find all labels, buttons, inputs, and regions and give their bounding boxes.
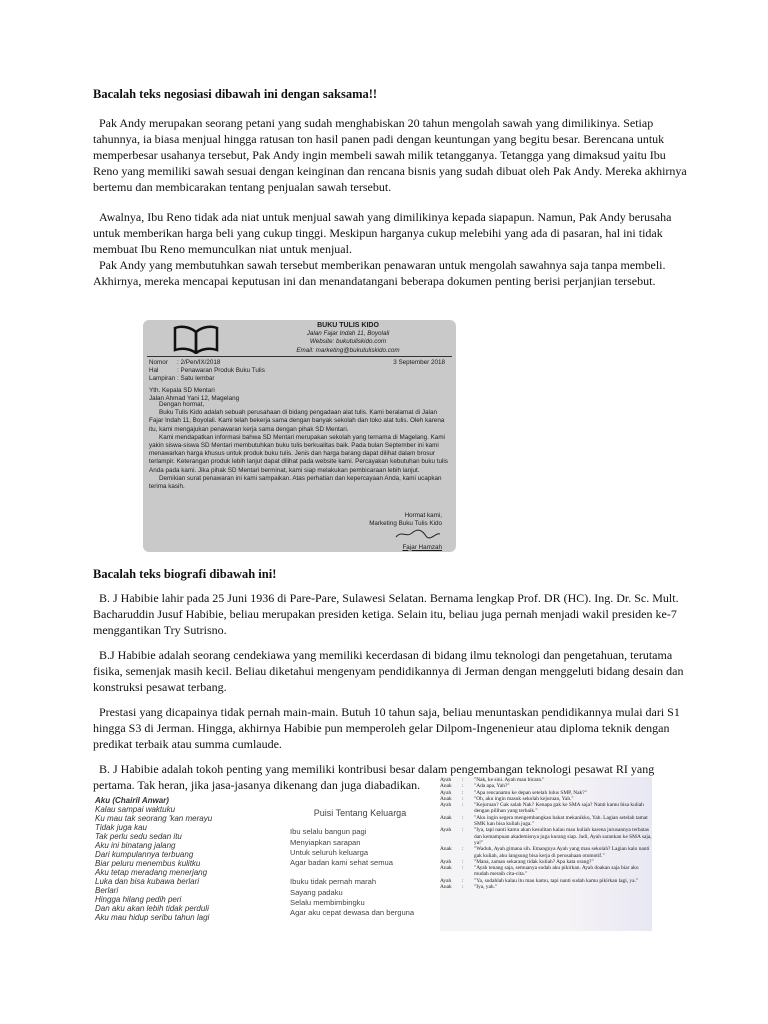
poem-line: Dan aku akan lebih tidak perduli <box>95 904 209 913</box>
poem-aku-image <box>95 796 265 922</box>
poem-line: Aku ini binatang jalang <box>95 841 176 850</box>
negotiation-paragraph: Pak Andy merupakan seorang petani yang sudah menghabiskan 20 tahun mengolah sawah yang dimilikinya. Setiap tahunnya, ia biasa menjual hingga ratusan ton hasil panen padi dengan keuntungan yang begitu besar. Berencana untuk memperbesar usahanya tersebut, Pak Andy ingin membeli sawah milik tetangganya. Tetangga yang dimaksud yaitu Ibu Reno yang memiliki sawah sesuai dengan keinginan dan rencana bisnis yang sudah dibuat oleh Pak Andy. Mereka akhirnya bertemu dan membicarakan tentang penjualan sawah tersebut. <box>93 116 687 194</box>
dialogue-text: "Iya, yah." <box>474 884 498 891</box>
biography-paragraph: B. J Habibie lahir pada 25 Juni 1936 di Pare-Pare, Sulawesi Selatan. Bernama lengkap Prof. DR (HC). Ing. Dr. Sc. Mult. Bacharuddin Jusuf Habibie, beliau merupakan presiden ketiga. Selain itu, beliau juga pernah menjadi wakil presiden ke-7 menggantikan Try Sutrisno. <box>93 591 679 637</box>
dialogue-speaker: Ayah <box>440 789 452 796</box>
dialogue-speaker: Anak <box>440 884 452 891</box>
biography-paragraph: B. J Habibie adalah tokoh penting yang memiliki kontribusi besar dalam pengembangan teknologi pesawat RI yang pertama. Tak heran, jika jasa-jasanya dikenang dan juga diabadikan. <box>93 762 655 792</box>
dialogue-text: "Oh, aku ingin masuk sekolah kejuruan, Yah." <box>474 795 574 802</box>
dialogue-line: Anak : "Ada apa, Yah?" <box>440 783 652 789</box>
biography-paragraph: B.J Habibie adalah seorang cendekiawa yang memiliki kecerdasan di bidang ilmu teknologi dan pengetahuan, terutama fisika, semenjak masih kecil. Beliau diketahui mengenyam pendidikannya di Jerman dengan menggeluti bidang desain dan konstruksi pesawat terbang. <box>93 648 684 694</box>
dialogue-text: "Ayah tenang saja, semuanya sudah aku pikirkan. Ayah doakan saja biar aku mudah meraih cita-cita." <box>474 865 639 878</box>
letter-meta <box>149 359 449 403</box>
recipient-address: Jalan Ahmad Yani 12, Magelang <box>149 394 240 402</box>
negotiation-text <box>93 115 693 289</box>
dialogue-text: "Ya, sudahlah kalau itu mau kamu, tapi nanti sudah kamu pikirkan lagi, ya." <box>474 877 639 884</box>
dialogue-line: Anak : "Oh, aku ingin masuk sekolah kejuruan, Yah." <box>440 796 652 802</box>
dialogue-line: Anak : "Waduh, Ayah gimana sih. Emangnya Ayah yang mau sekolah? Lagian kalo nanti gak kuliah, aku langsung bisa kerja di perusahaan otomotif." <box>440 846 652 859</box>
dialogue-text: "Iya, tapi nanti kamu akan kesulitan kalau mau kuliah karena jurusannya terbatas dan kemampuan akademisnya juga kurang siap. Jadi, Ayah sarankan ke SMA saja, ya!" <box>474 827 652 846</box>
recipient: Yth. Kepala SD Mentari <box>149 386 215 394</box>
poem-line: Tidak juga kau <box>95 823 147 832</box>
open-book-icon <box>173 324 219 354</box>
letterhead-divider <box>147 356 452 357</box>
poem-line: Luka dan bisa kubawa berlari <box>95 877 200 886</box>
dialogue-text: "Aku ingin segera mengembangkan bakat mekanikku, Yah. Lagian setelah tamat SMK kan bisa kuliah juga." <box>474 814 648 828</box>
dialogue-line: Anak : "Ayah tenang saja, semuanya sudah aku pikirkan. Ayah doakan saja biar aku mudah meraih cita-cita." <box>440 865 652 878</box>
poem-line: Ibuku tidak pernah marah <box>290 877 377 887</box>
dialogue-speaker: Anak <box>440 846 452 853</box>
poem-keluarga-image <box>290 808 430 919</box>
poem-line: Tak perlu sedu sedan itu <box>95 832 182 841</box>
hal-label: Hal <box>149 367 159 375</box>
letter-paragraph: Kami mendapatkan informasi bahwa SD Mentari merupakan sekolah yang ternama di Magelang. Kami yakin siswa-siswa SD Mentari membutuhkan buku tulis berkualitas baik. Pada bulan September ini kami menawarkan harga khusus untuk produk buku tulis. Jenis dan harga barang dapat dilihat dalam brosur terlampir. Keterangan produk lebih lanjut dapat dilihat pada website kami. Percayakan kebutuhan buku tulis Anda pada kami. Jika pihak SD Mentari berminat, kami siap melakukan pembicaraan lebih lanjut. <box>149 433 448 474</box>
letter-closing: Hormat kami, <box>404 512 442 519</box>
dialogue-text: "Waduh, Ayah gimana sih. Emangnya Ayah yang mau sekolah? Lagian kalo nanti gak kuliah, aku langsung bisa kerja di perusahaan otomotif." <box>474 846 650 859</box>
dialogue-image <box>440 777 652 931</box>
company-website: Website: bukutuliskido.com <box>309 338 387 346</box>
letter-body <box>149 401 449 491</box>
negotiation-heading: Bacalah teks negosiasi dibawah ini dengan saksama!! <box>93 87 378 101</box>
dialogue-text: "Nak, ke sini. Ayah mau bicara." <box>474 777 545 783</box>
dialogue-speaker: Anak <box>440 814 452 821</box>
dialogue-speaker: Anak <box>440 783 452 790</box>
negotiation-paragraph: Awalnya, Ibu Reno tidak ada niat untuk menjual sawah yang dimilikinya kepada siapapun. Namun, Pak Andy berusaha untuk memberikan harga beli yang cukup tinggi. Meskipun harganya cukup melebihi yang ada di pasaran, hal ini tidak membuat Ibu Reno memunculkan niat untuk menjual. <box>93 210 672 256</box>
dialogue-line: Anak : "Aku ingin segera mengembangkan bakat mekanikku, Yah. Lagian setelah tamat SMK kan bisa kuliah juga." <box>440 815 652 828</box>
letter-signature-block <box>369 512 442 552</box>
dialogue-speaker: Ayah <box>440 858 452 865</box>
poem-line: Untuk seluruh keluarga <box>290 847 369 857</box>
letter-signer: Fajar Hamzah <box>402 543 442 551</box>
offer-letter-image <box>143 320 456 552</box>
dialogue-line: Ayah : "Nak, ke sini. Ayah mau bicara." <box>440 777 652 783</box>
poem-line: Ibu selalu bangun pagi <box>290 827 367 837</box>
nomor-label: Nomor <box>149 359 168 366</box>
poem-line: Menyiapkan sarapan <box>290 837 361 847</box>
signature-scribble <box>392 528 442 540</box>
dialogue-text: "Apa rencanamu ke depan setelah lulus SMP, Nak?" <box>474 789 587 796</box>
dialogue-speaker: Ayah <box>440 827 452 834</box>
poem-line: Agar badan kami sehat semua <box>290 858 393 868</box>
dialogue-text: "Mana, zaman sekarang tidak kuliah? Apa kata orang?" <box>474 858 594 865</box>
poem-aku-title: Aku (Chairil Anwar) <box>95 796 169 805</box>
biography-text <box>93 590 693 793</box>
poem-line: Kalau sampai waktuku <box>95 805 176 814</box>
dialogue-line: Ayah : "Iya, tapi nanti kamu akan kesulitan kalau mau kuliah karena jurusannya terbatas dan kemampuan akademisnya juga kurang siap. Jadi, Ayah sarankan ke SMA saja, ya!" <box>440 827 652 846</box>
nomor-value: : 2/Pen/IX/2018 <box>177 359 221 366</box>
lampiran-value: : Satu lembar <box>177 375 215 383</box>
letter-paragraph: Demikian surat penawaran ini kami sampaikan. Atas perhatian dan kepercayaan Anda, kami ucapkan terima kasih. <box>149 474 442 491</box>
poem-line: Dari kumpulannya terbuang <box>95 850 194 859</box>
company-name: BUKU TULIS KIDO <box>317 322 379 329</box>
poem-line: Agar aku cepat dewasa dan berguna <box>290 908 415 918</box>
dialogue-speaker: Ayah <box>440 777 452 783</box>
poem-line: Selalu membimbingku <box>290 898 365 908</box>
poem-line: Ku mau tak seorang 'kan merayu <box>95 814 213 823</box>
dialogue-text: "Kejuruan? Gak salah Nak? Kenapa gak ke SMA saja? Nanti kamu bisa kuliah dengan pilihan yang terbaik." <box>474 802 644 815</box>
negotiation-paragraph: Pak Andy yang membutuhkan sawah tersebut memberikan penawaran untuk mengolah sawahnya saja tanpa membeli. Akhirnya, mereka mencapai keputusan ini dan menandatangani beberapa dokumen penting berisi perjanjian tersebut. <box>93 258 666 288</box>
dialogue-speaker: Anak <box>440 795 452 802</box>
dialogue-line: Ayah : "Ya, sudahlah kalau itu mau kamu, tapi nanti sudah kamu pikirkan lagi, ya." <box>440 878 652 884</box>
dialogue-line: Anak : "Iya, yah." <box>440 884 652 890</box>
letter-date: 3 September 2018 <box>393 359 445 366</box>
letter-greeting: Dengan hormat, <box>159 401 205 408</box>
dialogue-speaker: Ayah <box>440 877 452 884</box>
poem-line: Berlari <box>95 886 119 895</box>
dialogue-speaker: Ayah <box>440 802 452 809</box>
dialogue-speaker: Anak <box>440 865 452 872</box>
biography-heading: Bacalah teks biografi dibawah ini! <box>93 567 277 581</box>
dialogue-text: "Ada apa, Yah?" <box>474 783 510 790</box>
company-email: Email: marketing@bukutuliskido.com <box>296 346 400 354</box>
dialogue-line: Ayah : "Mana, zaman sekarang tidak kuliah? Apa kata orang?" <box>440 859 652 865</box>
poem-line: Biar peluru menembus kulitku <box>95 859 201 868</box>
lampiran-label: Lampiran <box>149 375 176 383</box>
poem-line: Sayang padaku <box>290 887 343 897</box>
poem-line: Hingga hilang pedih peri <box>95 895 182 904</box>
hal-value: : Penawaran Produk Buku Tulis <box>177 367 265 375</box>
letterhead <box>248 322 448 355</box>
dialogue-line: Ayah : "Kejuruan? Gak salah Nak? Kenapa gak ke SMA saja? Nanti kamu bisa kuliah dengan pilihan yang terbaik." <box>440 802 652 815</box>
company-address: Jalan Fajar Indah 11, Boyolali <box>306 330 390 338</box>
letter-paragraph: Buku Tulis Kido adalah sebuah perusahaan di bidang pengadaan alat tulis. Kami beralamat di Jalan Fajar Indah 11, Boyolali. Kami telah bekerja sama dengan banyak sekolah dan toko alat tulis. Oleh karena itu, kami mengajukan penawaran kerja sama dengan pihak SD Mentari. <box>149 409 445 433</box>
poem-line: Aku tetap meradang menerjang <box>95 868 208 877</box>
poem-keluarga-title: Puisi Tentang Keluarga <box>313 808 407 818</box>
dialogue-line: Ayah : "Apa rencanamu ke depan setelah lulus SMP, Nak?" <box>440 790 652 796</box>
biography-paragraph: Prestasi yang dicapainya tidak pernah main-main. Butuh 10 tahun saja, beliau menuntaskan pendidikannya mulai dari S1 hingga S3 di Jerman. Hingga, akhirnya Habibie pun memperoleh gelar Dilpom-Ingenenieur atau diploma teknik dengan predikat terbaik atau summa cumlaude. <box>93 705 680 751</box>
poem-line: Aku mau hidup seribu tahun lagi <box>95 913 210 922</box>
letter-closing-role: Marketing Buku Tulis Kido <box>369 520 442 528</box>
